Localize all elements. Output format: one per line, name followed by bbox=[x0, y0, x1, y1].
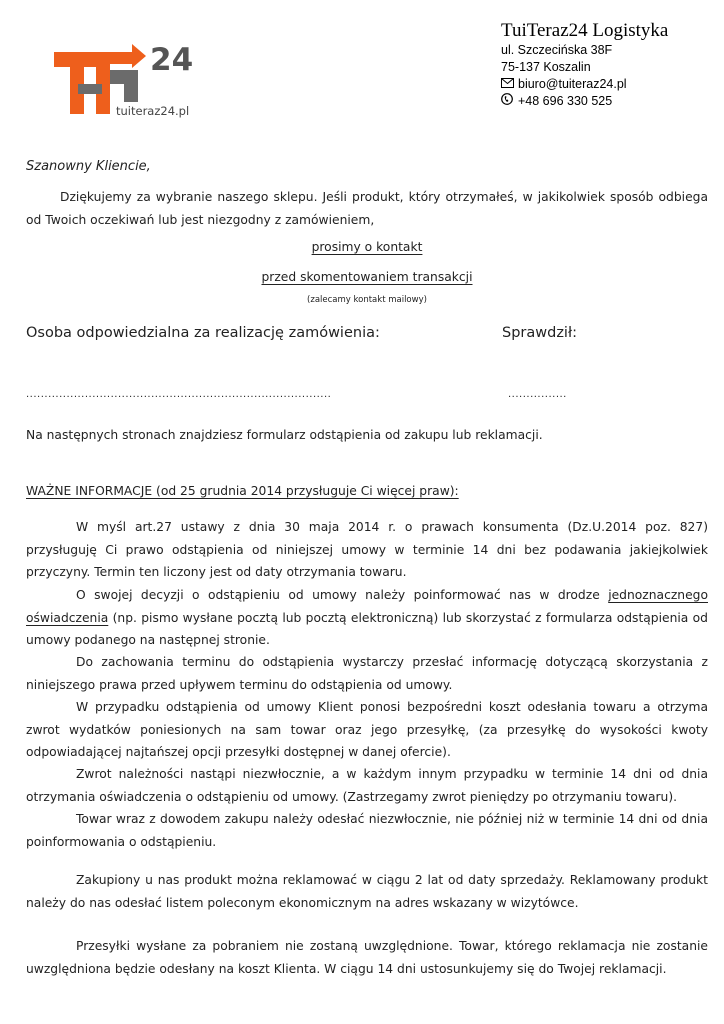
company-phone[interactable]: +48 696 330 525 bbox=[518, 94, 613, 108]
info-paragraph-7: Zakupiony u nas produkt można reklamować w ciągu 2 lat od daty sprzedaży. Reklamowany produkt należy do nas odesłać listem poleconym ekonomicznym na adres wskazany w wizytówce. bbox=[26, 873, 708, 910]
company-email-line bbox=[501, 76, 716, 93]
responsible-label: Osoba odpowiedzialna za realizację zamówienia: bbox=[26, 325, 380, 341]
company-info bbox=[501, 20, 716, 110]
company-email[interactable]: biuro@tuiteraz24.pl bbox=[518, 77, 627, 91]
request-line-2: przed skomentowaniem transakcji bbox=[261, 270, 473, 284]
company-city: 75-137 Koszalin bbox=[501, 60, 591, 74]
logo-number: 24 bbox=[150, 42, 194, 78]
request-note: (zalecamy kontakt mailowy) bbox=[307, 295, 427, 305]
info-paragraph-2: O swojej decyzji o odstąpieniu od umowy należy poinformować nas w drodze jednoznacznego oświadczenia (np. pismo wysłane pocztą lub pocztą elektroniczną) lub skorzystać z formularza odstąpienia od umowy podanego na następnej stronie. bbox=[26, 588, 708, 647]
info-paragraph-8: Przesyłki wysłane za pobraniem nie zostaną uwzględnione. Towar, którego reklamacja nie zostanie uwzględniona będzie odesłany na koszt Klienta. W ciągu 14 dni ustosunkujemy się do Twojej reklamacji. bbox=[26, 939, 708, 976]
phone-icon bbox=[501, 93, 515, 110]
checked-label: Sprawdził: bbox=[502, 325, 577, 341]
info-paragraph-6: Towar wraz z dowodem zakupu należy odesłać niezwłocznie, nie później niż w terminie 14 dni od dnia poinformowania o odstąpieniu. bbox=[26, 812, 708, 849]
salutation: Szanowny Kliencie, bbox=[26, 159, 151, 174]
company-phone-line bbox=[501, 93, 716, 110]
company-street: ul. Szczecińska 38F bbox=[501, 43, 613, 57]
declaration-link: jednoznacznego oświadczenia bbox=[26, 588, 708, 625]
info-heading: WAŻNE INFORMACJE (od 25 grudnia 2014 przysługuje Ci więcej praw): bbox=[26, 484, 459, 498]
info-paragraph-1: W myśl art.27 ustawy z dnia 30 maja 2014 r. o prawach konsumenta (Dz.U.2014 poz. 827) przysługuję Ci prawo odstąpienia od niniejszej umowy w terminie 14 dni bez podawania jakiejkolwiek przyczyny. Termin ten liczony jest od daty otrzymania towaru. bbox=[26, 520, 708, 579]
intro-paragraph: Dziękujemy za wybranie naszego sklepu. Jeśli produkt, który otrzymałeś, w jakikolwiek sposób odbiega od Twoich oczekiwań lub jest niezgodny z zamówieniem, bbox=[26, 190, 708, 227]
next-pages-note: Na następnych stronach znajdziesz formularz odstąpienia od zakupu lub reklamacji. bbox=[26, 428, 543, 442]
logo-url: tuiteraz24.pl bbox=[116, 104, 190, 118]
request-line-1: prosimy o kontakt bbox=[311, 240, 423, 254]
info-paragraph-3: Do zachowania terminu do odstąpienia wystarczy przesłać informację dotyczącą skorzystania z niniejszego prawa przed upływem terminu do odstąpienia od umowy. bbox=[26, 655, 708, 692]
company-logo bbox=[52, 40, 192, 124]
checked-signature-line: ................ bbox=[508, 389, 567, 400]
envelope-icon bbox=[501, 76, 515, 93]
responsible-signature-line: ................................................................................... bbox=[26, 389, 332, 400]
info-paragraph-4: W przypadku odstąpienia od umowy Klient ponosi bezpośredni koszt odesłania towaru a otrzyma zwrot wydatków poniesionych na sam towar oraz jego przesyłkę, (za przesyłkę do wysokości kwoty odpowiadającej najtańszej opcji przesyłki dostępnej w danej ofercie). bbox=[26, 700, 708, 759]
info-paragraph-5: Zwrot należności nastąpi niezwłocznie, a w każdym innym przypadku w terminie 14 dni od dnia otrzymania oświadczenia o odstąpieniu od umowy. (Zastrzegamy zwrot pieniędzy po otrzymaniu towaru). bbox=[26, 767, 708, 804]
company-name: TuiTeraz24 Logistyka bbox=[501, 20, 669, 41]
